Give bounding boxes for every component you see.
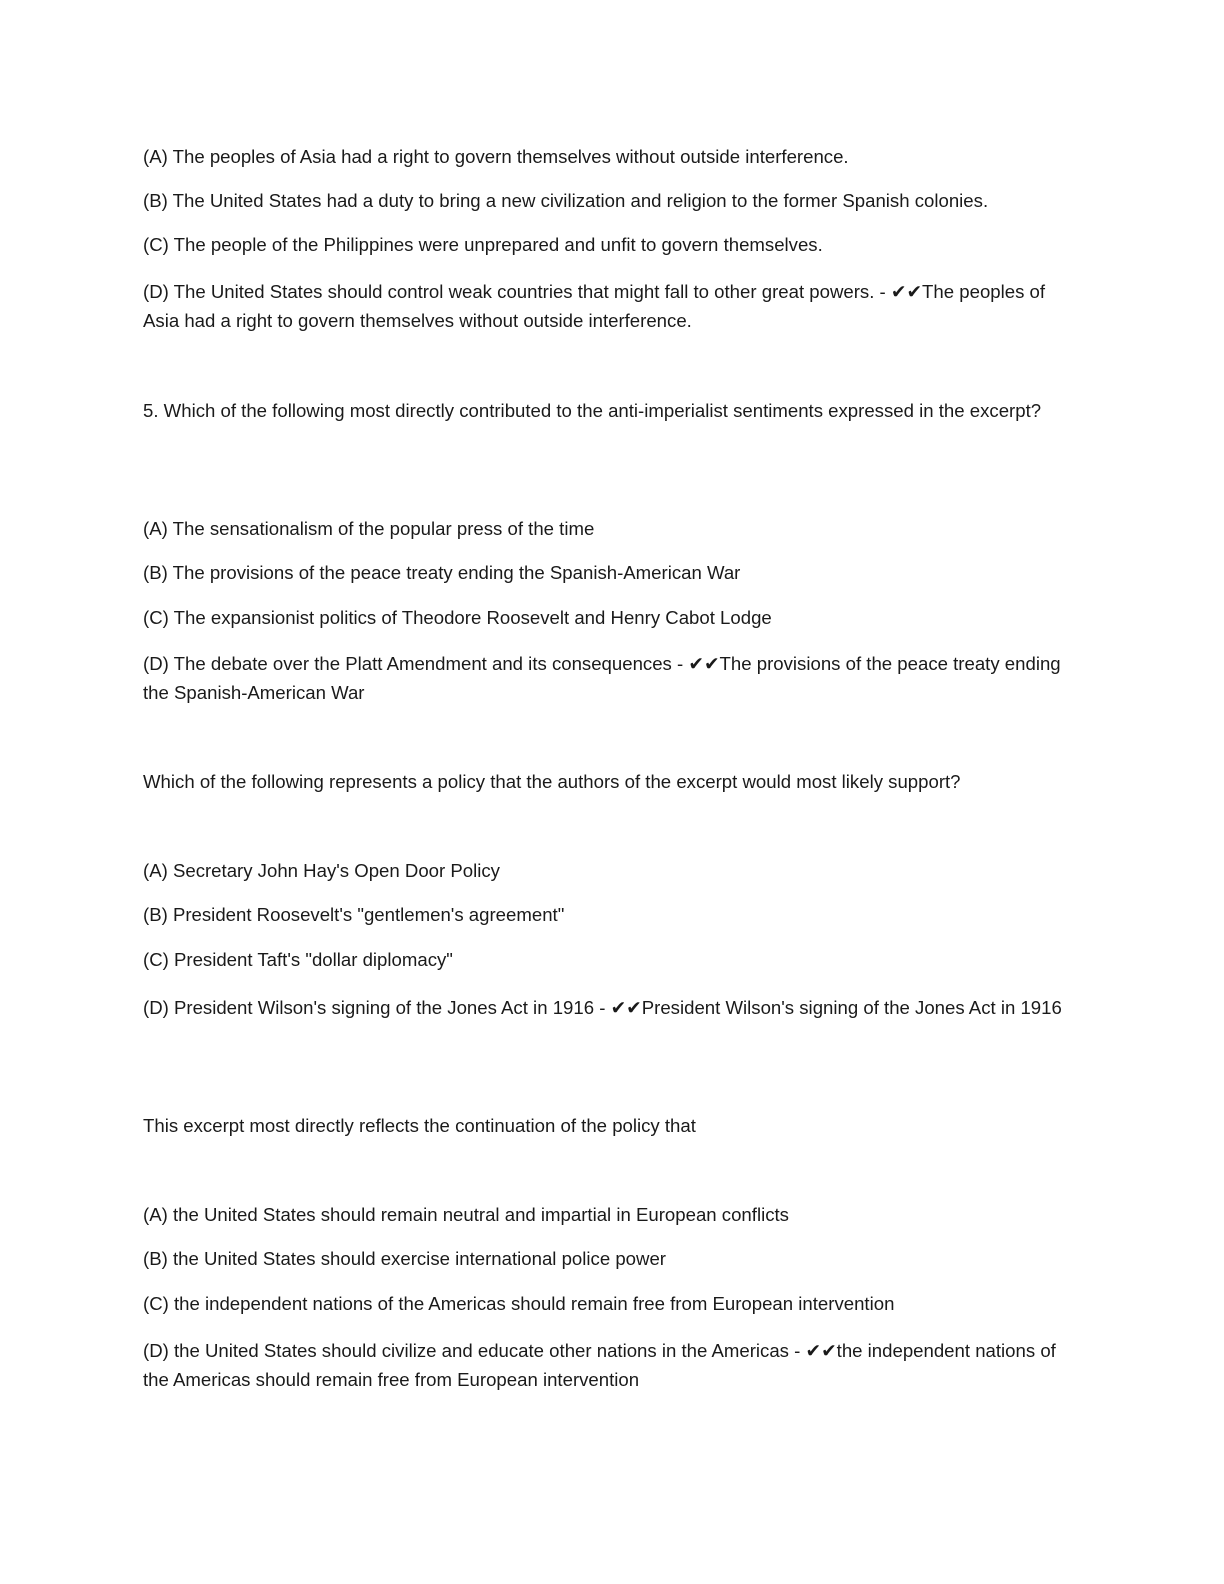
block1-option-c: (C) The people of the Philippines were unprepared and unfit to govern themselves. (143, 234, 823, 255)
block1-option-d-answer: (D) The United States should control weak countries that might fall to other great powers. - ✔✔The peoples of Asia had a right to govern themselves without outside interference. (143, 281, 1046, 331)
block1-option-a: (A) The peoples of Asia had a right to govern themselves without outside interference. (143, 146, 849, 167)
block1-option-b: (B) The United States had a duty to bring a new civilization and religion to the former Spanish colonies. (143, 190, 989, 211)
block4-option-d-answer: (D) the United States should civilize and educate other nations in the Americas - ✔✔the independent nations of the Americas should remain free from European intervention (143, 1340, 1056, 1390)
block3-option-b: (B) President Roosevelt's "gentlemen's agreement" (143, 904, 565, 925)
block2-option-a: (A) The sensationalism of the popular press of the time (143, 518, 595, 539)
block2-question: 5. Which of the following most directly contributed to the anti-imperialist sentiments expressed in the excerpt? (143, 400, 1042, 421)
block2-option-c: (C) The expansionist politics of Theodore Roosevelt and Henry Cabot Lodge (143, 607, 772, 628)
block3-option-c: (C) President Taft's "dollar diplomacy" (143, 949, 453, 970)
block3-option-a: (A) Secretary John Hay's Open Door Policy (143, 860, 500, 881)
block2-option-d-answer: (D) The debate over the Platt Amendment and its consequences - ✔✔The provisions of the peace treaty ending the Spanish-American War (143, 653, 1061, 703)
block3-question: Which of the following represents a policy that the authors of the excerpt would most likely support? (143, 771, 961, 792)
block4-option-b: (B) the United States should exercise international police power (143, 1248, 666, 1269)
block4-option-a: (A) the United States should remain neutral and impartial in European conflicts (143, 1204, 789, 1225)
block2-option-b: (B) The provisions of the peace treaty ending the Spanish-American War (143, 562, 741, 583)
block3-option-d-answer: (D) President Wilson's signing of the Jones Act in 1916 - ✔✔President Wilson's signing of the Jones Act in 1916 (143, 997, 1062, 1018)
block4-option-c: (C) the independent nations of the Americas should remain free from European intervention (143, 1293, 895, 1314)
block4-question: This excerpt most directly reflects the continuation of the policy that (143, 1115, 696, 1136)
